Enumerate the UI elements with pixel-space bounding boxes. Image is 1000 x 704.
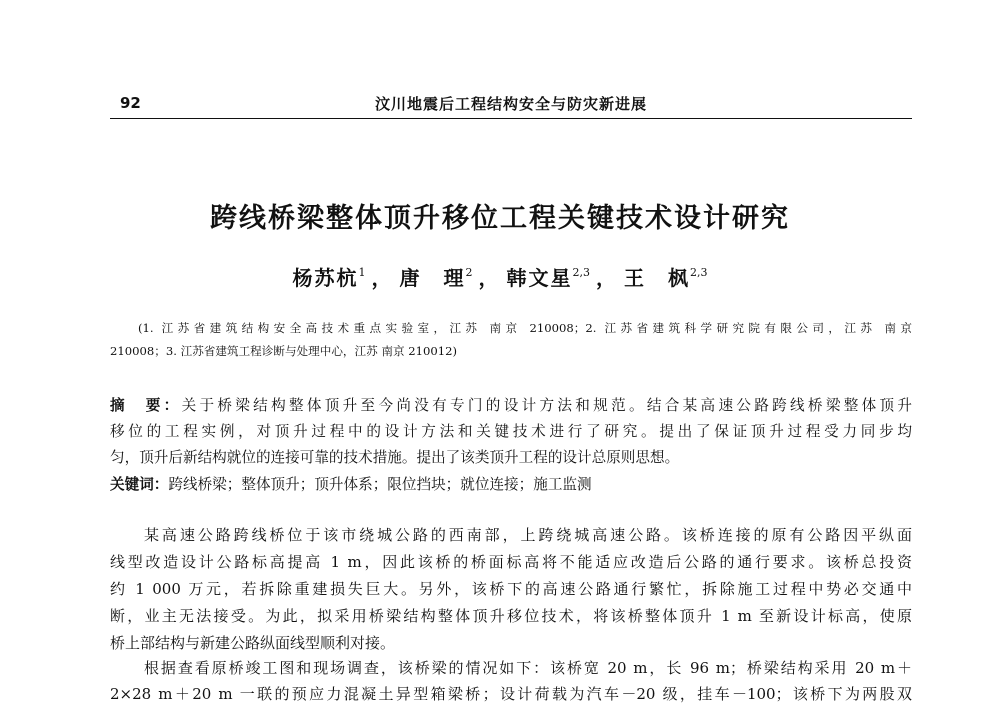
journal-title: 汶川地震后工程结构安全与防灾新进展 <box>374 95 647 113</box>
author-affiliation-mark: 2 <box>465 266 473 279</box>
author-name: 杨苏杭 <box>292 266 359 290</box>
body-text-line: 某高速公路跨线桥位于该市绕城公路的西南部，上跨绕城高速公路。该桥连接的原有公路因平纵面 <box>144 526 912 544</box>
author-name: 韩文星 <box>506 266 573 290</box>
abstract-line: 匀，顶升后新结构就位的连接可靠的技术措施。提出了该类顶升工程的设计总原则思想。 <box>110 449 680 466</box>
affiliation-line: 210008；3. 江苏省建筑工程诊断与处理中心，江苏 南京 210012) <box>110 344 458 358</box>
author-separator: ， <box>371 266 394 290</box>
body-text-line: 断，业主无法接受。为此，拟采用桥梁结构整体顶升移位技术，将该桥整体顶升 1 m 至新设计标高，使原 <box>110 607 912 625</box>
author-name: 王 枫 <box>624 266 690 290</box>
author-affiliation-mark: 1 <box>358 266 366 279</box>
running-header <box>110 92 912 119</box>
author-name: 唐 理 <box>399 266 466 290</box>
body-text-line: 2×28 m＋20 m 一联的预应力混凝土异型箱梁桥；设计荷载为汽车－20 级，挂车－100；该桥下为两股双 <box>110 685 912 703</box>
affiliation-line: (1. 江苏省建筑结构安全高技术重点实验室，江苏 南京 210008；2. 江苏省建筑科学研究院有限公司，江苏 南京 <box>138 321 912 335</box>
author-affiliation-mark: 2,3 <box>690 266 708 279</box>
body-text-line: 线型改造设计公路标高提高 1 m，因此该桥的桥面标高将不能适应改造后公路的通行要求。该桥总投资 <box>110 553 912 571</box>
body-text-line: 桥上部结构与新建公路纵面线型顺利对接。 <box>110 634 396 652</box>
author-list <box>0 262 1000 291</box>
author-separator: ， <box>596 266 618 290</box>
keywords-line <box>110 475 912 495</box>
author-separator: ， <box>478 266 501 290</box>
abstract-text: 关于桥梁结构整体顶升至今尚没有专门的设计方法和规范。结合某高速公路跨线桥梁整体顶升 <box>181 397 912 414</box>
paper-title: 跨线桥梁整体顶升移位工程关键技术设计研究 <box>210 203 790 234</box>
page-number: 92 <box>120 94 141 112</box>
keywords-label: 关键词： <box>110 476 169 493</box>
body-text-line: 根据查看原桥竣工图和现场调查，该桥梁的情况如下：该桥宽 20 m，长 96 m；桥梁结构采用 20 m＋ <box>144 659 912 677</box>
keywords-text: 跨线桥梁；整体顶升；顶升体系；限位挡块；就位连接；施工监测 <box>168 476 592 493</box>
body-text-line: 约 1 000 万元，若拆除重建损失巨大。另外，该桥下的高速公路通行繁忙，拆除施工过程中势必交通中 <box>110 580 912 598</box>
abstract-line: 移位的工程实例，对顶升过程中的设计方法和关键技术进行了研究。提出了保证顶升过程受力同步均 <box>110 423 912 440</box>
author-affiliation-mark: 2,3 <box>572 266 590 279</box>
abstract-label: 摘 要： <box>110 397 182 414</box>
abstract-line <box>110 396 912 416</box>
